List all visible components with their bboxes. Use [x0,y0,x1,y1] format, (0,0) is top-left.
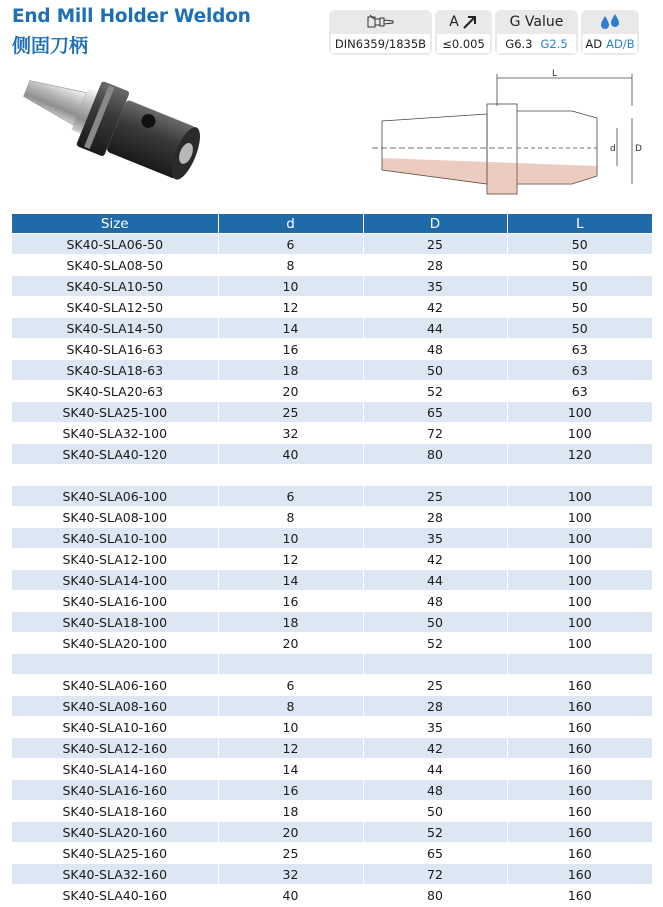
table-header-row [12,214,652,234]
cell-d: 16 [218,780,363,801]
cell-d: 18 [218,801,363,822]
holder-photo [12,62,222,202]
cell-size: SK40-SLA10-100 [12,528,218,549]
cell-size: SK40-SLA08-160 [12,696,218,717]
table-row [12,696,652,717]
cell-d: 40 [218,885,363,906]
cell-D: 50 [363,801,507,822]
cell-d: 32 [218,423,363,444]
cell-D: 42 [363,297,507,318]
spec-balance [495,10,578,55]
cell-D [363,465,507,486]
table-row [12,885,652,906]
cell-D: 44 [363,318,507,339]
label-d: d [610,144,616,154]
label-L: L [552,69,558,79]
col-header-L: L [507,214,652,234]
spindle-taper-icon [366,13,396,31]
cell-D: 35 [363,717,507,738]
spec-balance-value-alt: G2.5 [540,36,568,51]
cell-d: 6 [218,234,363,255]
cell-d: 32 [218,864,363,885]
cell-size: SK40-SLA25-160 [12,843,218,864]
cell-size: SK40-SLA18-63 [12,360,218,381]
spec-standard-value: DIN6359/1835B [334,36,427,51]
cell-L: 100 [507,423,652,444]
cell-L: 160 [507,864,652,885]
table-row [12,780,652,801]
cell-d [218,654,363,675]
table-row [12,381,652,402]
table-row [12,591,652,612]
cell-size: SK40-SLA40-120 [12,444,218,465]
cell-L: 160 [507,801,652,822]
table-row [12,318,652,339]
spec-accuracy [435,10,492,55]
table-body [12,234,652,906]
cell-size: SK40-SLA08-50 [12,255,218,276]
cell-size: SK40-SLA18-160 [12,801,218,822]
cell-d: 10 [218,717,363,738]
table-row [12,402,652,423]
cell-L: 160 [507,717,652,738]
table-row [12,654,652,675]
cell-size: SK40-SLA06-50 [12,234,218,255]
cell-size: SK40-SLA32-160 [12,864,218,885]
table-row [12,444,652,465]
cell-size: SK40-SLA14-160 [12,759,218,780]
table-row [12,423,652,444]
cell-d: 14 [218,318,363,339]
cell-L: 63 [507,360,652,381]
cell-L: 160 [507,822,652,843]
table-row [12,255,652,276]
spec-balance-label: G Value [509,14,564,30]
cell-d: 14 [218,570,363,591]
cell-d: 25 [218,402,363,423]
cell-size: SK40-SLA16-100 [12,591,218,612]
col-header-size: Size [12,214,218,234]
table-row [12,864,652,885]
cell-size: SK40-SLA10-160 [12,717,218,738]
cell-D: 42 [363,549,507,570]
cell-L: 63 [507,381,652,402]
spec-accuracy-value: ≤0.005 [442,36,485,51]
cell-d: 14 [218,759,363,780]
cell-d: 6 [218,486,363,507]
cell-d: 16 [218,339,363,360]
table-row [12,549,652,570]
cell-D: 44 [363,570,507,591]
cell-d: 12 [218,549,363,570]
cell-D [363,654,507,675]
cell-d: 20 [218,633,363,654]
arrow-up-right-icon [462,15,478,29]
cell-L: 50 [507,297,652,318]
cell-d [218,465,363,486]
table-row [12,528,652,549]
table-row [12,276,652,297]
cell-d: 20 [218,381,363,402]
cell-L: 50 [507,234,652,255]
cell-d: 8 [218,255,363,276]
cell-L [507,654,652,675]
table-row [12,675,652,696]
cell-size: SK40-SLA08-100 [12,507,218,528]
cell-D: 25 [363,675,507,696]
cell-D: 80 [363,444,507,465]
cell-L: 100 [507,633,652,654]
cell-L: 160 [507,696,652,717]
cell-size: SK40-SLA20-160 [12,822,218,843]
cell-L: 160 [507,780,652,801]
table-row [12,801,652,822]
cell-L: 160 [507,675,652,696]
cell-d: 6 [218,675,363,696]
cell-d: 25 [218,843,363,864]
table-row [12,234,652,255]
cell-size: SK40-SLA06-160 [12,675,218,696]
cell-d: 12 [218,297,363,318]
table-row [12,738,652,759]
spec-coolant-value: AD [585,36,603,51]
cell-L: 160 [507,843,652,864]
cell-L: 100 [507,402,652,423]
cell-d: 8 [218,696,363,717]
cell-D: 52 [363,381,507,402]
page-title: End Mill Holder Weldon [12,6,251,27]
cell-L: 100 [507,612,652,633]
cell-L: 160 [507,885,652,906]
spec-balance-value: G6.3 [505,36,533,51]
cell-size: SK40-SLA14-100 [12,570,218,591]
technical-drawing [372,66,648,206]
table-row [12,822,652,843]
table-row [12,612,652,633]
cell-L: 100 [507,528,652,549]
cell-size: SK40-SLA16-160 [12,780,218,801]
cell-D: 48 [363,591,507,612]
cell-L: 100 [507,570,652,591]
cell-D: 65 [363,843,507,864]
cell-size: SK40-SLA20-100 [12,633,218,654]
cell-d: 40 [218,444,363,465]
cell-L: 160 [507,738,652,759]
cell-D: 52 [363,633,507,654]
label-D: D [635,144,642,154]
cell-size: SK40-SLA40-160 [12,885,218,906]
cell-size: SK40-SLA12-100 [12,549,218,570]
cell-D: 50 [363,612,507,633]
cell-L: 50 [507,276,652,297]
spec-coolant [581,10,639,55]
spec-coolant-value-alt: AD/B [606,36,635,51]
cell-size: SK40-SLA14-50 [12,318,218,339]
cell-D: 72 [363,864,507,885]
cell-D: 65 [363,402,507,423]
cell-size: SK40-SLA10-50 [12,276,218,297]
cell-L: 160 [507,759,652,780]
spec-badges [329,10,639,55]
table-row [12,507,652,528]
cell-size: SK40-SLA20-63 [12,381,218,402]
cell-L: 100 [507,507,652,528]
cell-L: 50 [507,255,652,276]
cell-d: 10 [218,528,363,549]
cell-L: 100 [507,549,652,570]
table-row [12,360,652,381]
cell-D: 28 [363,507,507,528]
table-row [12,297,652,318]
cell-d: 12 [218,738,363,759]
cell-D: 52 [363,822,507,843]
cell-size: SK40-SLA32-100 [12,423,218,444]
cell-D: 48 [363,780,507,801]
cell-D: 50 [363,360,507,381]
cell-L [507,465,652,486]
table-row [12,717,652,738]
spec-standard [329,10,432,55]
table-row [12,843,652,864]
cell-d: 18 [218,360,363,381]
cell-d: 8 [218,507,363,528]
cell-D: 35 [363,528,507,549]
cell-L: 50 [507,318,652,339]
cell-D: 42 [363,738,507,759]
cell-L: 100 [507,486,652,507]
cell-D: 25 [363,486,507,507]
cell-size: SK40-SLA25-100 [12,402,218,423]
size-table [12,214,652,905]
cell-d: 10 [218,276,363,297]
cell-L: 63 [507,339,652,360]
col-header-D: D [363,214,507,234]
water-drops-icon [599,13,621,31]
cell-D: 28 [363,255,507,276]
cell-d: 20 [218,822,363,843]
cell-D: 25 [363,234,507,255]
cell-size: SK40-SLA16-63 [12,339,218,360]
cell-size: SK40-SLA12-50 [12,297,218,318]
cell-D: 80 [363,885,507,906]
cell-size [12,465,218,486]
cell-L: 100 [507,591,652,612]
cell-D: 44 [363,759,507,780]
cell-size [12,654,218,675]
table-row [12,759,652,780]
cell-L: 120 [507,444,652,465]
cell-D: 35 [363,276,507,297]
cell-D: 28 [363,696,507,717]
cell-size: SK40-SLA12-160 [12,738,218,759]
page-subtitle: 侧固刀柄 [12,35,89,57]
cell-d: 16 [218,591,363,612]
cell-D: 72 [363,423,507,444]
table-row [12,339,652,360]
table-row [12,486,652,507]
cell-d: 18 [218,612,363,633]
cell-D: 48 [363,339,507,360]
spec-accuracy-label: A [449,14,459,30]
col-header-d: d [218,214,363,234]
cell-size: SK40-SLA06-100 [12,486,218,507]
table-row [12,633,652,654]
table-row [12,570,652,591]
cell-size: SK40-SLA18-100 [12,612,218,633]
table-row [12,465,652,486]
